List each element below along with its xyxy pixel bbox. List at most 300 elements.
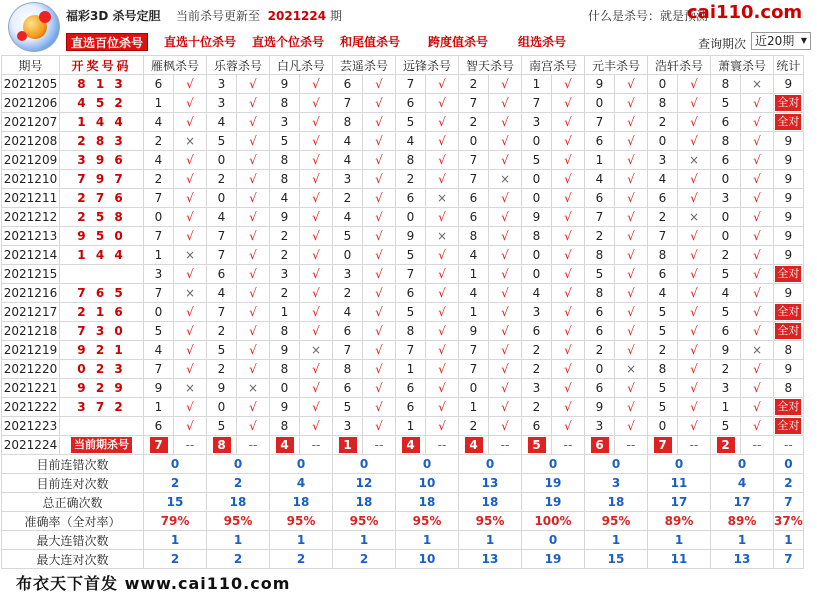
kill-number-cell: 7 <box>522 94 552 113</box>
check-icon: √ <box>741 170 774 189</box>
check-icon: √ <box>678 94 711 113</box>
kill-number-cell: 7 <box>459 170 489 189</box>
stat-value: 4 <box>711 474 774 493</box>
stat-value: 2 <box>144 550 207 569</box>
current-kill-number: 8 <box>213 437 231 453</box>
check-icon: √ <box>741 94 774 113</box>
check-icon: √ <box>237 75 270 94</box>
check-icon: √ <box>552 189 585 208</box>
kill-number-cell: 9 <box>144 379 174 398</box>
cross-icon: × <box>426 227 459 246</box>
current-kill-cell <box>585 436 615 455</box>
all-correct-badge: 全对 <box>777 324 800 337</box>
stat-value: 10 <box>396 474 459 493</box>
lottery-logo-icon[interactable] <box>8 2 60 52</box>
kill-number-cell: 2 <box>207 360 237 379</box>
kill-number-cell: 6 <box>711 113 741 132</box>
period-cell: 2021217 <box>2 303 60 322</box>
stat-value: 95% <box>333 512 396 531</box>
kill-number-cell: 2 <box>459 75 489 94</box>
check-icon: √ <box>741 189 774 208</box>
check-icon: √ <box>489 360 522 379</box>
stat-cell <box>774 417 804 436</box>
kill-number-cell: 0 <box>333 246 363 265</box>
check-icon: √ <box>300 170 333 189</box>
check-icon: √ <box>741 265 774 284</box>
kill-number-cell: 2 <box>333 189 363 208</box>
stat-label: 准确率（全对率） <box>2 512 144 531</box>
check-icon: √ <box>741 417 774 436</box>
stat-value: 3 <box>585 474 648 493</box>
kill-number-cell: 2 <box>144 170 174 189</box>
check-icon: √ <box>174 360 207 379</box>
kill-number-cell: 6 <box>333 379 363 398</box>
kill-number-cell: 7 <box>144 284 174 303</box>
check-icon: √ <box>615 227 648 246</box>
check-icon: √ <box>489 265 522 284</box>
period-cell: 2021213 <box>2 227 60 246</box>
cross-icon: × <box>300 341 333 360</box>
check-icon: √ <box>300 265 333 284</box>
column-header: 浩轩杀号 <box>648 56 711 75</box>
predict-note: 什么是杀号：就是预测 <box>588 9 709 23</box>
check-icon: √ <box>363 341 396 360</box>
pending-cell: -- <box>174 436 207 455</box>
kill-number-cell: 3 <box>207 94 237 113</box>
column-header: 萧寰杀号 <box>711 56 774 75</box>
current-kill-number: 6 <box>591 437 609 453</box>
kill-number-cell: 7 <box>333 341 363 360</box>
stat-value: 19 <box>522 474 585 493</box>
stat-value: 0 <box>207 455 270 474</box>
kill-number-cell: 5 <box>396 246 426 265</box>
kill-number-cell: 5 <box>144 322 174 341</box>
kill-number-cell: 5 <box>648 379 678 398</box>
kill-number-cell: 8 <box>711 132 741 151</box>
all-correct-badge: 全对 <box>777 96 800 109</box>
check-icon: √ <box>678 227 711 246</box>
check-icon: √ <box>741 284 774 303</box>
stat-value: 1 <box>396 531 459 550</box>
stat-value: 13 <box>459 474 522 493</box>
kill-number-cell: 7 <box>207 246 237 265</box>
kill-number-cell: 0 <box>711 208 741 227</box>
pending-cell: -- <box>363 436 396 455</box>
check-icon: √ <box>678 398 711 417</box>
kill-number-cell: 0 <box>648 417 678 436</box>
stat-label: 最大连对次数 <box>2 550 144 569</box>
tab-1[interactable]: 直选十位杀号 <box>164 35 237 49</box>
kill-number-cell: 7 <box>648 227 678 246</box>
check-icon: √ <box>615 379 648 398</box>
kill-number-cell: 6 <box>459 189 489 208</box>
winning-number-cell: 2 7 6 <box>60 189 144 208</box>
column-header: 智天杀号 <box>459 56 522 75</box>
stat-value: 17 <box>711 493 774 512</box>
check-icon: √ <box>426 94 459 113</box>
kill-number-cell: 1 <box>459 303 489 322</box>
check-icon: √ <box>174 341 207 360</box>
check-icon: √ <box>615 189 648 208</box>
kill-number-cell: 5 <box>396 113 426 132</box>
stat-value: 18 <box>459 493 522 512</box>
kill-number-cell: 0 <box>522 265 552 284</box>
kill-number-cell: 7 <box>207 303 237 322</box>
period-cell: 2021214 <box>2 246 60 265</box>
stat-row <box>2 493 804 512</box>
table-row <box>2 246 804 265</box>
period-cell: 2021215 <box>2 265 60 284</box>
check-icon: √ <box>552 284 585 303</box>
stat-value: 17 <box>648 493 711 512</box>
period-cell: 2021211 <box>2 189 60 208</box>
check-icon: √ <box>741 227 774 246</box>
check-icon: √ <box>300 246 333 265</box>
stat-cell: 8 <box>774 379 804 398</box>
column-header: 南宫杀号 <box>522 56 585 75</box>
kill-number-cell: 5 <box>207 417 237 436</box>
check-icon: √ <box>237 94 270 113</box>
check-icon: √ <box>678 284 711 303</box>
check-icon: √ <box>489 341 522 360</box>
stat-value: 0 <box>459 455 522 474</box>
kill-number-cell: 6 <box>585 322 615 341</box>
all-correct-badge: 全对 <box>777 400 800 413</box>
kill-number-cell: 8 <box>270 94 300 113</box>
stat-value: 1 <box>144 531 207 550</box>
period-cell: 2021218 <box>2 322 60 341</box>
check-icon: √ <box>363 303 396 322</box>
winning-number-cell: 2 1 6 <box>60 303 144 322</box>
period-cell: 2021224 <box>2 436 60 455</box>
period-select[interactable]: 近20期 ▼ <box>751 32 811 50</box>
check-icon: √ <box>300 208 333 227</box>
kill-number-cell: 3 <box>711 189 741 208</box>
kill-number-cell: 4 <box>522 284 552 303</box>
kill-number-cell: 1 <box>522 75 552 94</box>
kill-number-cell: 0 <box>522 170 552 189</box>
check-icon: √ <box>741 113 774 132</box>
check-icon: √ <box>426 265 459 284</box>
check-icon: √ <box>678 246 711 265</box>
stat-value: 0 <box>144 455 207 474</box>
cross-icon: × <box>174 246 207 265</box>
kill-number-cell: 5 <box>270 132 300 151</box>
check-icon: √ <box>741 208 774 227</box>
all-correct-badge: 全对 <box>777 305 800 318</box>
kill-number-cell: 1 <box>459 265 489 284</box>
kill-number-cell: 1 <box>144 398 174 417</box>
stat-value: 0 <box>711 455 774 474</box>
kill-number-cell: 9 <box>711 341 741 360</box>
kill-number-cell: 4 <box>648 284 678 303</box>
kill-number-cell: 2 <box>522 398 552 417</box>
check-icon: √ <box>489 398 522 417</box>
kill-number-cell: 2 <box>270 246 300 265</box>
tab-0[interactable]: 直选百位杀号 <box>66 33 148 51</box>
check-icon: √ <box>363 132 396 151</box>
table-row <box>2 151 804 170</box>
kill-number-cell: 2 <box>585 227 615 246</box>
stat-label: 目前连对次数 <box>2 474 144 493</box>
check-icon: √ <box>552 341 585 360</box>
table-row <box>2 189 804 208</box>
check-icon: √ <box>363 417 396 436</box>
kill-number-cell: 7 <box>207 227 237 246</box>
check-icon: √ <box>741 398 774 417</box>
kill-number-cell: 7 <box>144 360 174 379</box>
kill-number-cell: 1 <box>396 360 426 379</box>
check-icon: √ <box>300 227 333 246</box>
stat-value: 2 <box>207 474 270 493</box>
stat-value: 0 <box>396 455 459 474</box>
check-icon: √ <box>174 265 207 284</box>
kill-number-cell: 6 <box>144 75 174 94</box>
kill-number-cell: 8 <box>585 284 615 303</box>
check-icon: √ <box>426 379 459 398</box>
kill-number-cell: 4 <box>333 151 363 170</box>
column-header: 雁枫杀号 <box>144 56 207 75</box>
kill-number-cell: 9 <box>396 227 426 246</box>
update-info: 当前杀号更新至 2021224 期 <box>176 9 342 23</box>
period-cell: 2021209 <box>2 151 60 170</box>
kill-number-cell: 6 <box>585 132 615 151</box>
stat-cell: 9 <box>774 170 804 189</box>
current-kill-number: 4 <box>465 437 483 453</box>
kill-number-cell: 0 <box>522 246 552 265</box>
cross-icon: × <box>237 379 270 398</box>
kill-number-cell: 9 <box>270 398 300 417</box>
winning-number-cell: 7 6 5 <box>60 284 144 303</box>
kill-number-cell: 2 <box>207 170 237 189</box>
table-row <box>2 303 804 322</box>
stat-value: 1 <box>711 531 774 550</box>
stat-value: 15 <box>585 550 648 569</box>
table-row <box>2 341 804 360</box>
check-icon: √ <box>741 246 774 265</box>
stat-value: 100% <box>522 512 585 531</box>
stat-value: 18 <box>585 493 648 512</box>
check-icon: √ <box>426 170 459 189</box>
kill-number-cell: 8 <box>585 246 615 265</box>
check-icon: √ <box>363 113 396 132</box>
stat-cell: 9 <box>774 284 804 303</box>
check-icon: √ <box>741 379 774 398</box>
current-kill-number: 7 <box>654 437 672 453</box>
kill-number-cell: 5 <box>711 265 741 284</box>
check-icon: √ <box>678 379 711 398</box>
check-icon: √ <box>237 208 270 227</box>
kill-number-cell: 7 <box>333 94 363 113</box>
tab-3[interactable]: 和尾值杀号 <box>340 35 401 49</box>
kill-number-cell: 8 <box>270 417 300 436</box>
kill-number-cell: 2 <box>144 132 174 151</box>
table-row <box>2 208 804 227</box>
stat-value: 7 <box>774 550 804 569</box>
kill-number-cell: 0 <box>270 379 300 398</box>
check-icon: √ <box>426 284 459 303</box>
winning-number-cell: 3 7 2 <box>60 398 144 417</box>
kill-number-cell: 8 <box>522 227 552 246</box>
check-icon: √ <box>615 322 648 341</box>
stat-row <box>2 512 804 531</box>
cross-icon: × <box>615 360 648 379</box>
check-icon: √ <box>489 379 522 398</box>
kill-number-cell: 4 <box>144 113 174 132</box>
check-icon: √ <box>363 322 396 341</box>
column-header: 白凡杀号 <box>270 56 333 75</box>
check-icon: √ <box>615 151 648 170</box>
stat-value: 2 <box>774 474 804 493</box>
stat-cell: 9 <box>774 132 804 151</box>
table-row <box>2 227 804 246</box>
table-row <box>2 360 804 379</box>
stat-value: 1 <box>459 531 522 550</box>
current-kill-badge: 当前期杀号 <box>71 437 132 453</box>
pending-cell: -- <box>678 436 711 455</box>
check-icon: √ <box>678 189 711 208</box>
kill-number-cell: 8 <box>396 322 426 341</box>
stat-cell <box>774 303 804 322</box>
check-icon: √ <box>363 284 396 303</box>
kill-number-cell: 3 <box>585 417 615 436</box>
kill-number-cell: 8 <box>459 227 489 246</box>
table-row <box>2 379 804 398</box>
stat-cell: 8 <box>774 341 804 360</box>
kill-number-cell: 8 <box>270 322 300 341</box>
all-correct-badge: 全对 <box>777 115 800 128</box>
check-icon: √ <box>552 303 585 322</box>
check-icon: √ <box>552 113 585 132</box>
cross-icon: × <box>489 170 522 189</box>
table-row <box>2 322 804 341</box>
check-icon: √ <box>237 341 270 360</box>
check-icon: √ <box>237 170 270 189</box>
stat-value: 19 <box>522 550 585 569</box>
stat-cell <box>774 322 804 341</box>
check-icon: √ <box>552 398 585 417</box>
kill-number-cell: 6 <box>459 208 489 227</box>
kill-number-cell: 3 <box>270 113 300 132</box>
stat-label: 目前连错次数 <box>2 455 144 474</box>
check-icon: √ <box>174 113 207 132</box>
stat-label: 总正确次数 <box>2 493 144 512</box>
stat-cell: 9 <box>774 246 804 265</box>
check-icon: √ <box>552 417 585 436</box>
check-icon: √ <box>426 303 459 322</box>
kill-number-cell: 2 <box>522 360 552 379</box>
kill-number-cell: 1 <box>459 398 489 417</box>
check-icon: √ <box>174 417 207 436</box>
period-cell: 2021207 <box>2 113 60 132</box>
check-icon: √ <box>489 75 522 94</box>
tab-5[interactable]: 组选杀号 <box>518 35 567 49</box>
winning-number-cell: 8 1 3 <box>60 75 144 94</box>
stat-cell <box>774 398 804 417</box>
tab-4[interactable]: 跨度值杀号 <box>428 35 489 49</box>
check-icon: √ <box>300 113 333 132</box>
kill-number-cell: 1 <box>144 94 174 113</box>
check-icon: √ <box>678 170 711 189</box>
tab-2[interactable]: 直选个位杀号 <box>252 35 325 49</box>
kill-number-cell: 2 <box>270 284 300 303</box>
cross-icon: × <box>678 208 711 227</box>
column-header: 开奖号码 <box>60 56 144 75</box>
check-icon: √ <box>300 322 333 341</box>
cross-icon: × <box>741 75 774 94</box>
winning-number-cell: 9 5 0 <box>60 227 144 246</box>
current-kill-cell <box>144 436 174 455</box>
check-icon: √ <box>489 132 522 151</box>
table-row <box>2 284 804 303</box>
check-icon: √ <box>489 417 522 436</box>
table-row <box>2 132 804 151</box>
check-icon: √ <box>552 170 585 189</box>
kill-number-cell: 9 <box>207 379 237 398</box>
kill-number-cell: 8 <box>711 75 741 94</box>
winning-number-cell: 2 8 3 <box>60 132 144 151</box>
check-icon: √ <box>363 246 396 265</box>
stat-value: 4 <box>270 474 333 493</box>
stat-value: 0 <box>648 455 711 474</box>
current-kill-number: 1 <box>339 437 357 453</box>
current-kill-cell <box>459 436 489 455</box>
table-row <box>2 75 804 94</box>
kill-number-cell: 2 <box>648 341 678 360</box>
kill-number-cell: 7 <box>396 265 426 284</box>
stat-cell: 9 <box>774 151 804 170</box>
stat-value: 1 <box>333 531 396 550</box>
check-icon: √ <box>426 75 459 94</box>
check-icon: √ <box>237 151 270 170</box>
kill-number-cell: 4 <box>333 303 363 322</box>
kill-number-cell: 1 <box>396 417 426 436</box>
column-header: 统计 <box>774 56 804 75</box>
check-icon: √ <box>300 94 333 113</box>
kill-number-cell: 7 <box>459 151 489 170</box>
page-title: 福彩3D 杀号定胆 <box>66 9 161 23</box>
table-row <box>2 94 804 113</box>
kill-number-cell: 0 <box>711 170 741 189</box>
kill-number-cell: 6 <box>585 303 615 322</box>
check-icon: √ <box>489 189 522 208</box>
kill-number-cell: 5 <box>396 303 426 322</box>
kill-number-cell: 6 <box>711 151 741 170</box>
kill-number-cell: 0 <box>459 132 489 151</box>
site-link[interactable]: cai110.com <box>687 2 803 23</box>
check-icon: √ <box>426 246 459 265</box>
kill-number-cell: 9 <box>459 322 489 341</box>
period-cell: 2021206 <box>2 94 60 113</box>
kill-number-cell: 6 <box>711 322 741 341</box>
stat-value: 95% <box>585 512 648 531</box>
kill-number-cell: 3 <box>522 379 552 398</box>
current-kill-number: 4 <box>276 437 294 453</box>
kill-number-cell: 3 <box>144 265 174 284</box>
kill-number-cell: 2 <box>648 113 678 132</box>
pending-cell: -- <box>774 436 804 455</box>
stat-value: 11 <box>648 550 711 569</box>
stat-value: 18 <box>207 493 270 512</box>
current-kill-cell <box>207 436 237 455</box>
winning-number-cell: 1 4 4 <box>60 113 144 132</box>
kill-number-cell: 6 <box>585 379 615 398</box>
stat-value: 2 <box>333 550 396 569</box>
check-icon: √ <box>174 151 207 170</box>
kill-number-cell: 7 <box>459 94 489 113</box>
kill-number-cell: 2 <box>585 341 615 360</box>
winning-number-cell: 7 3 0 <box>60 322 144 341</box>
